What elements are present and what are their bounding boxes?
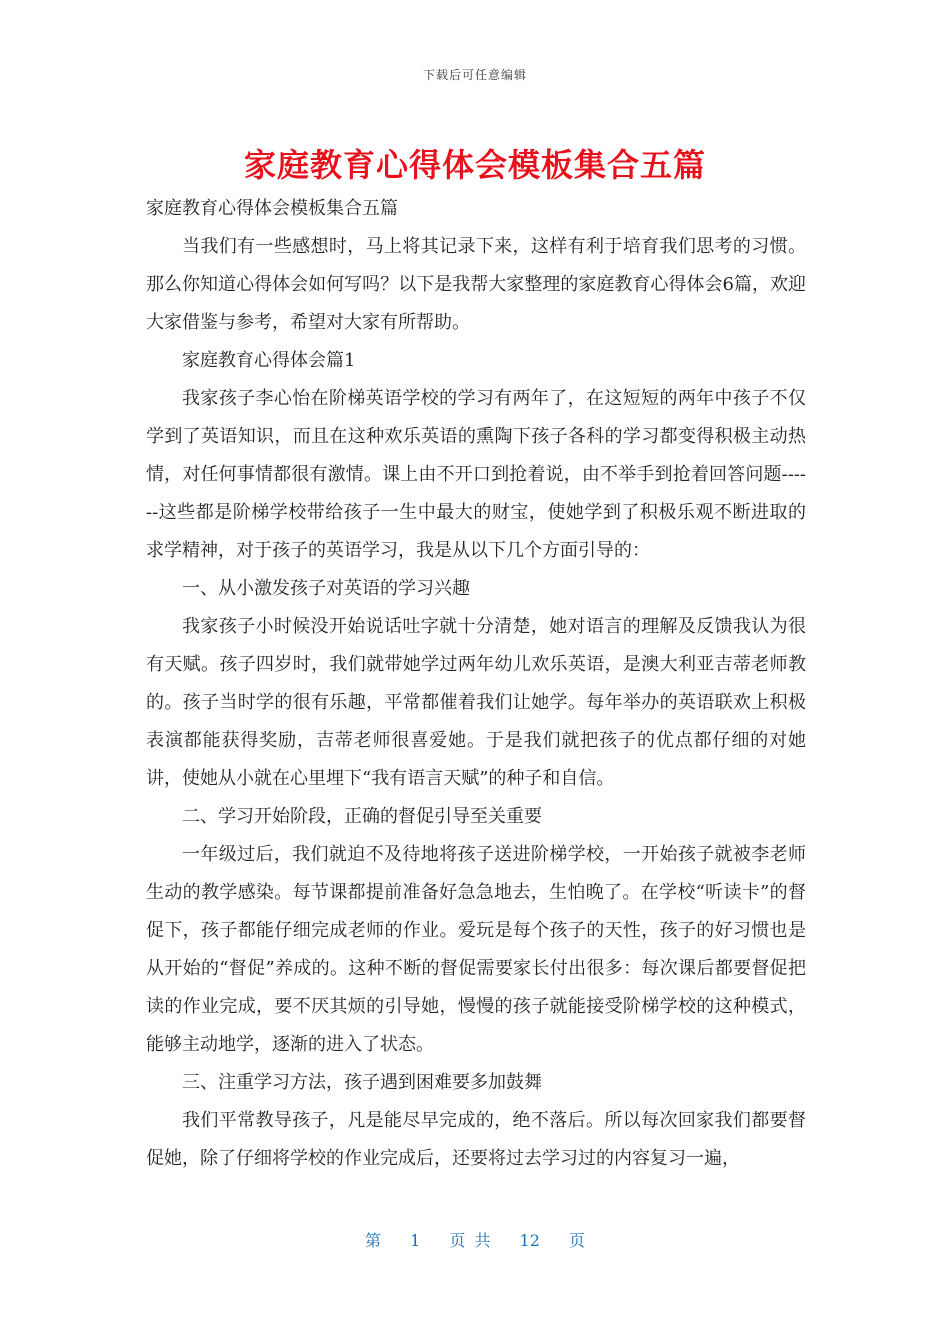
page-label-mid: 页 共 [449, 1231, 491, 1250]
section-heading: 家庭教育心得体会篇1 [182, 350, 356, 371]
page-label-prefix: 第 [364, 1231, 381, 1250]
section-heading: 三、注重学习方法，孩子遇到困难要多加鼓舞 [182, 1072, 542, 1093]
document-title: 家庭教育心得体会模板集合五篇 [243, 146, 706, 184]
page-number: 1 [410, 1231, 421, 1250]
body-paragraph: 我家孩子小时候没开始说话吐字就十分清楚，她对语言的理解及反馈我认为很有天赋。孩子四岁时，我们就带她学过两年幼儿欢乐英语，是澳大利亚吉蒂老师教的。孩子当时学的很有乐趣，平常都催着我们让她学。每年举办的英语联欢上积极表演都能获得奖励，吉蒂老师很喜爱她。于是我们就把孩子的优点都仔细的对她讲，使她从小就在心里埋下“我有语言天赋”的种子和自信。 [146, 616, 806, 789]
section-heading: 二、学习开始阶段，正确的督促引导至关重要 [182, 806, 542, 827]
page-label-suffix: 页 [569, 1231, 586, 1250]
body-paragraph: 我家孩子李心怡在阶梯英语学校的学习有两年了，在这短短的两年中孩子不仅学到了英语知识，而且在这种欢乐英语的熏陶下孩子各科的学习都变得积极主动热情，对任何事情都很有激情。课上由不开口到抢着说，由不举手到抢着回答问题------这些都是阶梯学校带给孩子一生中最大的财宝，使她学到了积极乐观不断进取的求学精神，对于孩子的英语学习，我是从以下几个方面引导的： [146, 388, 806, 561]
page-footer [0, 1228, 950, 1251]
header-note: 下载后可任意编辑 [422, 68, 527, 82]
total-pages: 12 [519, 1231, 540, 1250]
document-subtitle: 家庭教育心得体会模板集合五篇 [146, 198, 398, 219]
body-paragraph: 当我们有一些感想时，马上将其记录下来，这样有利于培育我们思考的习惯。那么你知道心得体会如何写吗？以下是我帮大家整理的家庭教育心得体会6篇，欢迎大家借鉴与参考，希望对大家有所帮助。 [146, 236, 806, 333]
section-heading: 一、从小激发孩子对英语的学习兴趣 [182, 578, 470, 599]
body-paragraph: 一年级过后，我们就迫不及待地将孩子送进阶梯学校，一开始孩子就被李老师生动的教学感染。每节课都提前准备好急急地去，生怕晚了。在学校“听读卡”的督促下，孩子都能仔细完成老师的作业。爱玩是每个孩子的天性，孩子的好习惯也是从开始的“督促”养成的。这种不断的督促需要家长付出很多：每次课后都要督促把读的作业完成，要不厌其烦的引导她，慢慢的孩子就能接受阶梯学校的这种模式，能够主动地学，逐渐的进入了状态。 [146, 844, 806, 1055]
document-body [146, 190, 806, 1178]
body-paragraph: 我们平常教导孩子，凡是能尽早完成的，绝不落后。所以每次回家我们都要督促她，除了仔细将学校的作业完成后，还要将过去学习过的内容复习一遍， [146, 1110, 806, 1169]
